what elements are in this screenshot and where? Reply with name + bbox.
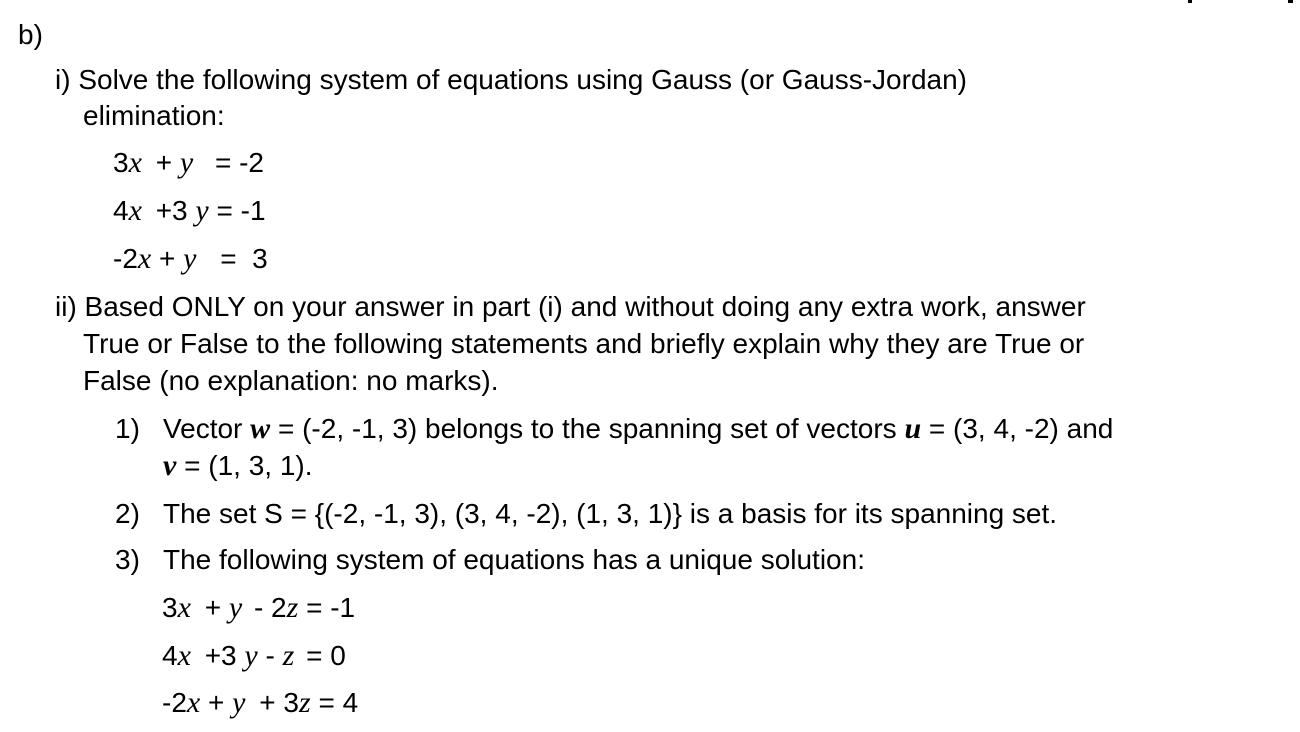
part-ii-line-2: True or False to the following statements and briefly explain why they are True or xyxy=(83,328,1085,359)
part-i-line-2: elimination: xyxy=(83,100,225,131)
statement-1-line-1 xyxy=(163,412,1113,446)
coef: 3 xyxy=(162,592,178,623)
vector-u: u xyxy=(904,412,922,445)
equation-row xyxy=(113,194,266,228)
part-ii-line-3: False (no explanation: no marks). xyxy=(83,365,499,396)
statement-1-line-2 xyxy=(163,449,313,483)
rhs: = 0 xyxy=(306,640,346,671)
statement-1-text-a: Vector xyxy=(163,413,243,444)
statement-1-text-d: = (1, 3, 1). xyxy=(184,450,313,481)
var-y: y xyxy=(244,639,258,672)
var-x: x xyxy=(128,146,142,179)
op: + xyxy=(208,687,225,718)
var-z: z xyxy=(282,639,295,672)
equation-row xyxy=(162,591,355,625)
equation-row xyxy=(162,686,358,720)
var-x: x xyxy=(128,194,142,227)
statement-2-text: The set S = {(-2, -1, 3), (3, 4, -2), (1, 3, 1)} is a basis for its spanning set. xyxy=(163,498,1058,529)
op: + 3 xyxy=(259,687,299,718)
vector-w: w xyxy=(250,412,271,445)
part-label: b) xyxy=(18,19,43,50)
rhs: = 3 xyxy=(220,243,268,274)
coef: -2 xyxy=(162,687,187,718)
op: - 2 xyxy=(253,592,287,623)
op: + xyxy=(159,243,176,274)
part-ii-line-1: ii) Based ONLY on your answer in part (i) and without doing any extra work, answer xyxy=(55,291,1086,322)
statement-1-text-b: = (-2, -1, 3) belongs to the spanning set of vectors xyxy=(277,413,897,444)
coef: -2 xyxy=(113,243,138,274)
var-y: y xyxy=(228,591,243,624)
var-x: x xyxy=(177,591,191,624)
op: - xyxy=(265,640,275,671)
op: +3 xyxy=(155,195,188,226)
rhs: = 4 xyxy=(318,687,359,718)
var-y: y xyxy=(232,686,246,719)
op: + xyxy=(204,592,222,623)
statement-3-number: 3) xyxy=(115,544,140,575)
rhs: = -2 xyxy=(214,147,264,178)
equation-row xyxy=(113,242,268,276)
var-x: x xyxy=(186,686,201,719)
statement-2-number: 2) xyxy=(115,498,140,529)
var-y: y xyxy=(179,146,194,179)
statement-3-text: The following system of equations has a unique solution: xyxy=(163,544,865,575)
coef: 4 xyxy=(113,195,129,226)
corner-mark-left xyxy=(1188,0,1192,3)
rhs: = -1 xyxy=(306,592,356,623)
rhs: = -1 xyxy=(216,195,266,226)
equation-row xyxy=(162,639,346,673)
var-y: y xyxy=(195,194,209,227)
var-x: x xyxy=(137,242,152,275)
part-i-line-1: i) Solve the following system of equations using Gauss (or Gauss-Jordan) xyxy=(55,64,967,95)
op: +3 xyxy=(204,640,237,671)
statement-1-text-c: = (3, 4, -2) and xyxy=(928,413,1114,444)
var-z: z xyxy=(298,686,311,719)
var-x: x xyxy=(177,639,191,672)
vector-v: v xyxy=(163,449,177,482)
statement-1-number: 1) xyxy=(115,413,140,444)
var-y: y xyxy=(183,242,197,275)
coef: 4 xyxy=(162,640,178,671)
var-z: z xyxy=(286,591,299,624)
equation-row xyxy=(113,146,264,180)
coef: 3 xyxy=(113,147,129,178)
op: + xyxy=(155,147,173,178)
corner-mark-right xyxy=(1288,0,1293,3)
